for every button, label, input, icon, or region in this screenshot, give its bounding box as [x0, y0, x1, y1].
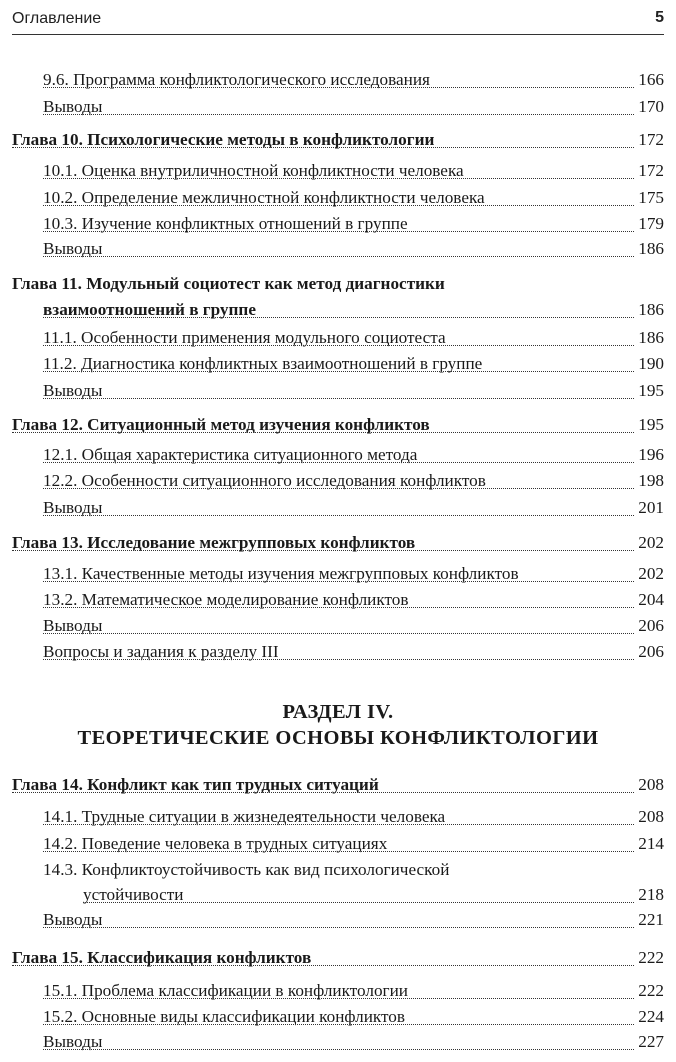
toc-entry-label: 10.3. Изучение конфликтных отношений в группе — [43, 210, 410, 238]
toc-leader-dots — [43, 796, 640, 825]
toc-leader-dots — [43, 177, 640, 206]
toc-chapter-entry — [0, 771, 676, 799]
toc-entry-page: 166 — [635, 66, 664, 94]
toc-entry-page: 186 — [635, 296, 664, 324]
toc-entry-page: 208 — [635, 771, 664, 799]
toc-leader-dots — [12, 119, 640, 148]
toc-entry-label: взаимоотношений в группе — [43, 296, 258, 324]
toc-entry-page: 227 — [635, 1028, 664, 1056]
toc-leader-dots — [12, 522, 640, 551]
toc-leader-dots — [12, 937, 640, 966]
section-heading-line-1: РАЗДЕЛ IV. — [282, 701, 394, 723]
toc-entry-page: 195 — [635, 377, 664, 405]
toc-leader-dots — [43, 228, 640, 257]
toc-entry-page: 190 — [635, 350, 664, 378]
toc-entry-label: 15.2. Основные виды классификации конфликтов — [43, 1003, 407, 1031]
toc-entry-label: 13.2. Математическое моделирование конфликтов — [43, 586, 410, 614]
toc-entry — [0, 235, 676, 263]
toc-entry-label: Глава 14. Конфликт как тип трудных ситуаций — [12, 771, 381, 799]
toc-chapter-entry — [0, 944, 676, 972]
toc-entry-page: 195 — [635, 411, 664, 439]
toc-entry-label: 10.2. Определение межличностной конфликтности человека — [43, 184, 487, 212]
toc-entry-label: Выводы — [43, 612, 104, 640]
toc-entry-page: 198 — [635, 467, 664, 495]
toc-entry-label: Выводы — [43, 1028, 104, 1056]
toc-entry-label: Выводы — [43, 906, 104, 934]
toc-entry-label: 14.1. Трудные ситуации в жизнедеятельности человека — [43, 803, 447, 831]
toc-entry-title-line: 14.3. Конфликтоустойчивость как вид психологической — [43, 860, 450, 879]
toc-leader-dots — [43, 289, 640, 318]
toc-entry-page: 172 — [635, 126, 664, 154]
toc-entry-page: 214 — [635, 830, 664, 858]
toc-entry-label: Глава 15. Классификация конфликтов — [12, 944, 313, 972]
toc-leader-dots — [43, 59, 640, 88]
toc-leader-dots — [43, 370, 640, 399]
toc-entry-label: Выводы — [43, 235, 104, 263]
toc-leader-dots — [43, 631, 640, 660]
toc-entry-page: 186 — [635, 324, 664, 352]
toc-leader-dots — [43, 434, 640, 463]
toc-leader-dots — [12, 764, 640, 793]
toc-entry-page: 206 — [635, 638, 664, 666]
toc-entry-page: 175 — [635, 184, 664, 212]
toc-entry-page: 206 — [635, 612, 664, 640]
toc-entry-label: 11.2. Диагностика конфликтных взаимоотношений в группе — [43, 350, 484, 378]
toc-entry — [0, 93, 676, 121]
toc-entry-label: Глава 13. Исследование межгрупповых конфликтов — [12, 529, 417, 557]
toc-leader-dots — [12, 404, 640, 433]
header-page-number: 5 — [655, 9, 664, 26]
toc-entry-page: 224 — [635, 1003, 664, 1031]
toc-entry-page: 196 — [635, 441, 664, 469]
toc-entry-label: 12.1. Общая характеристика ситуационного метода — [43, 441, 419, 469]
toc-entry-label: Вопросы и задания к разделу III — [43, 638, 281, 666]
toc-entry-page: 179 — [635, 210, 664, 238]
toc-entry-page: 218 — [635, 881, 664, 909]
toc-entry-page: 221 — [635, 906, 664, 934]
toc-entry — [0, 638, 676, 666]
toc-entry-page: 202 — [635, 529, 664, 557]
toc-entry-label: устойчивости — [83, 881, 186, 909]
toc-entry-label: Глава 10. Психологические методы в конфликтологии — [12, 126, 436, 154]
toc-entry-page: 208 — [635, 803, 664, 831]
toc-entry-label: 14.2. Поведение человека в трудных ситуациях — [43, 830, 389, 858]
toc-leader-dots — [43, 86, 640, 115]
toc-entry-label: Выводы — [43, 377, 104, 405]
toc-entry-page: 204 — [635, 586, 664, 614]
toc-entry-label: 9.6. Программа конфликтологического исследования — [43, 66, 432, 94]
toc-entry — [0, 906, 676, 934]
toc-entry-page: 201 — [635, 494, 664, 522]
toc-entry-label: Глава 12. Ситуационный метод изучения конфликтов — [12, 411, 432, 439]
toc-entry — [0, 377, 676, 405]
toc-entry — [0, 494, 676, 522]
toc-entry — [0, 830, 676, 858]
toc-entry-page: 222 — [635, 977, 664, 1005]
section-heading-line-2: ТЕОРЕТИЧЕСКИЕ ОСНОВЫ КОНФЛИКТОЛОГИИ — [77, 727, 599, 749]
toc-entry-label: 13.1. Качественные методы изучения межгрупповых конфликтов — [43, 560, 521, 588]
header-title: Оглавление — [12, 10, 102, 27]
toc-chapter-title-line: Глава 11. Модульный социотест как метод диагностики — [12, 274, 445, 293]
toc-leader-dots — [43, 317, 640, 346]
toc-entry-label: Выводы — [43, 93, 104, 121]
toc-entry-page: 202 — [635, 560, 664, 588]
toc-entry-page: 172 — [635, 157, 664, 185]
toc-entry-label: 10.1. Оценка внутриличностной конфликтности человека — [43, 157, 466, 185]
toc-entry-label: 15.1. Проблема классификации в конфликтологии — [43, 977, 410, 1005]
toc-entry-label: Выводы — [43, 494, 104, 522]
toc-leader-dots — [43, 553, 640, 582]
toc-leader-dots — [43, 823, 640, 852]
toc-entry-page: 170 — [635, 93, 664, 121]
toc-entry-page: 186 — [635, 235, 664, 263]
toc-leader-dots — [43, 460, 640, 489]
toc-leader-dots — [43, 150, 640, 179]
toc-leader-dots — [43, 579, 640, 608]
toc-entry-label: 12.2. Особенности ситуационного исследования конфликтов — [43, 467, 488, 495]
toc-leader-dots — [43, 1021, 640, 1050]
toc-leader-dots — [43, 605, 640, 634]
toc-entry — [0, 1028, 676, 1056]
toc-entry-label: 11.1. Особенности применения модульного социотеста — [43, 324, 448, 352]
toc-leader-dots — [43, 970, 640, 999]
toc-leader-dots — [43, 487, 640, 516]
toc-leader-dots — [43, 899, 640, 928]
toc-leader-dots — [43, 343, 640, 372]
toc-entry-page: 222 — [635, 944, 664, 972]
